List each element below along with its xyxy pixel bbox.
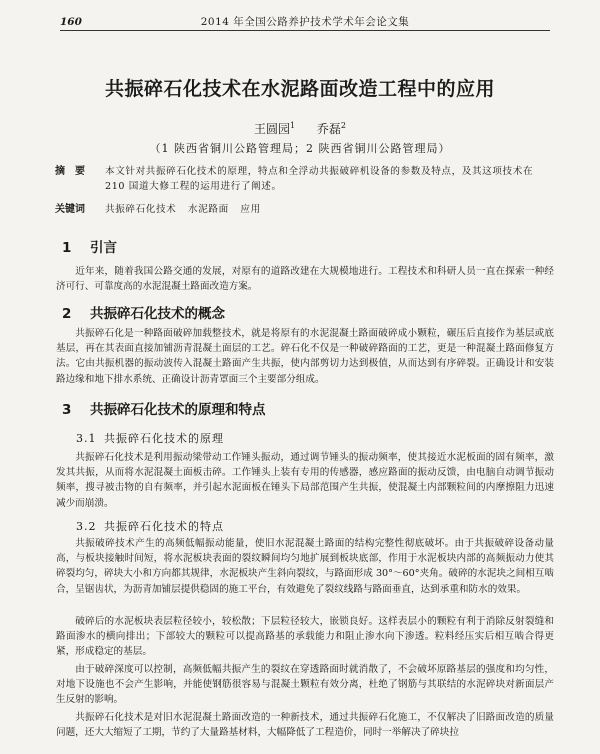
section-1-number: 1 xyxy=(62,240,72,256)
keywords-label: 关键词 xyxy=(55,204,85,215)
subsection-3-2-paragraph-1: 共振破碎技术产生的高频低幅振动能量，使旧水泥混凝土路面的结构完整性彻底破坏。由于共振破碎设备动量高，与板块接触时间短，将水泥板块表面的裂纹瞬间均匀地扩展到板块底部，作用于水泥板块内部的高频振动力使其碎裂均匀，碎块大小和方向都其规律，水泥板块产生斜向裂纹，与路面形成 30°～60°夹角。破碎的水泥块之间相互啮合，呈锯齿状，为沥青加铺层提供稳固的施工平台，有效避免了裂纹线路与路面垂直，达到承重和防水的效果。 xyxy=(56,538,554,595)
paper-title: 共振碎石化技术在水泥路面改造工程中的应用 xyxy=(104,78,495,100)
section-2-paragraph: 共振碎石化是一种路面破碎加载整技术，就是将原有的水泥混凝土路面破碎成小颗粒，碾压后直接作为基层或底基层，再在其表面直接加铺沥青混凝土面层的工艺。碎石化不仅是一种破碎路面的工艺，更是一种混凝土路面修复方法。它由共振机器的振动波传入混凝土路面产生共振，使内部剪切力达到极值，从而达到有序碎裂。正确设计和安装路边缘和地下排水系统、正确设计沥青罩面三个主要部分组成。 xyxy=(56,328,554,385)
abstract-text: 本文针对共振碎石化技术的原理，特点和全浮动共振破碎机设备的参数及特点，及其这项技术在 210 国道大修工程的运用进行了阐述。 xyxy=(105,166,534,192)
subsection-3-2-title: 共振碎石化技术的特点 xyxy=(104,520,224,533)
section-3-number: 3 xyxy=(62,402,72,418)
section-1-title: 引言 xyxy=(90,240,117,256)
author-line xyxy=(0,120,600,137)
abstract-label: 摘 要 xyxy=(55,166,85,177)
section-3-heading xyxy=(62,398,266,418)
author-2 xyxy=(317,122,346,136)
subsection-3-1-number: 3.1 xyxy=(76,432,97,445)
journal-title: 2014 年全国公路养护技术学术年会论文集 xyxy=(200,16,410,28)
section-1-heading xyxy=(62,236,117,256)
subsection-3-2-paragraph-3: 由于破碎深度可以控制，高频低幅共振产生的裂纹在穿透路面时就消散了，不会破坏原路基层的强度和均匀性，对地下设施也不会产生影响，并能使钢筋很容易与混凝土颗粒有效分离，杜绝了钢筋与其联结的水泥碎块对新面层产生反射的影响。 xyxy=(56,664,554,706)
affiliation: （1 陕西省铜川公路管理局；2 陕西省铜川公路管理局） xyxy=(149,142,451,155)
keywords-block xyxy=(55,202,545,217)
author-1 xyxy=(254,122,295,136)
author-1-mark: 1 xyxy=(289,121,296,130)
page-number: 160 xyxy=(60,16,82,28)
section-2-title: 共振碎石化技术的概念 xyxy=(90,306,225,322)
subsection-3-2-heading xyxy=(76,518,224,534)
section-3-title: 共振碎石化技术的原理和特点 xyxy=(90,402,266,418)
subsection-3-2-paragraph-2: 破碎后的水泥板块表层粒径较小，较松散；下层粒径较大，嵌锁良好。这样表层小的颗粒有利于消除反射裂缝和路面渗水的横向排出；下部较大的颗粒可以提高路基的承载能力和阻止渗水向下渗透。粒料经压实后相互啮合得更紧，形成稳定的基层。 xyxy=(56,616,554,658)
section-1-paragraph: 近年来，随着我国公路交通的发展，对原有的道路改建在大规模地进行。工程技术和科研人员一直在探索一种经济可行、可靠度高的水泥混凝土路面改造方案。 xyxy=(56,266,554,293)
author-2-mark: 2 xyxy=(340,121,347,130)
running-header xyxy=(60,14,550,31)
subsection-3-2-paragraph-4: 共振碎石化技术是对旧水泥混凝土路面改造的一种新技术，通过共振碎石化施工，不仅解决了旧路面改造的质量问题，还大大缩短了工期，节约了大量路基材料，大幅降低了工程造价，同时一举解决了碎块拉 xyxy=(56,712,554,739)
author-2-name: 乔磊 xyxy=(316,122,341,136)
subsection-3-2-number: 3.2 xyxy=(76,520,97,533)
subsection-3-1-paragraph: 共振碎石化技术是利用振动梁带动工作锤头振动，通过调节锤头的振动频率，使其接近水泥板面的固有频率，激发其共振，从而将水泥混凝土面板击碎。工作锤头上装有专用的传感器，感应路面的振动反馈，由电脑自动调节振动频率，搜寻被击物的自有频率，并引起水泥面板在锤头下局部范围产生共振，使混凝土内部颗粒间的内摩擦阻力迅速减少而崩溃。 xyxy=(56,452,554,509)
keywords-text: 共振碎石化技术 水泥路面 应用 xyxy=(105,204,261,215)
abstract-block xyxy=(55,164,545,194)
section-2-number: 2 xyxy=(62,306,72,322)
section-2-heading xyxy=(62,302,225,322)
subsection-3-1-title: 共振碎石化技术的原理 xyxy=(104,432,224,445)
subsection-3-1-heading xyxy=(76,430,224,446)
author-1-name: 王圆园 xyxy=(253,122,290,136)
